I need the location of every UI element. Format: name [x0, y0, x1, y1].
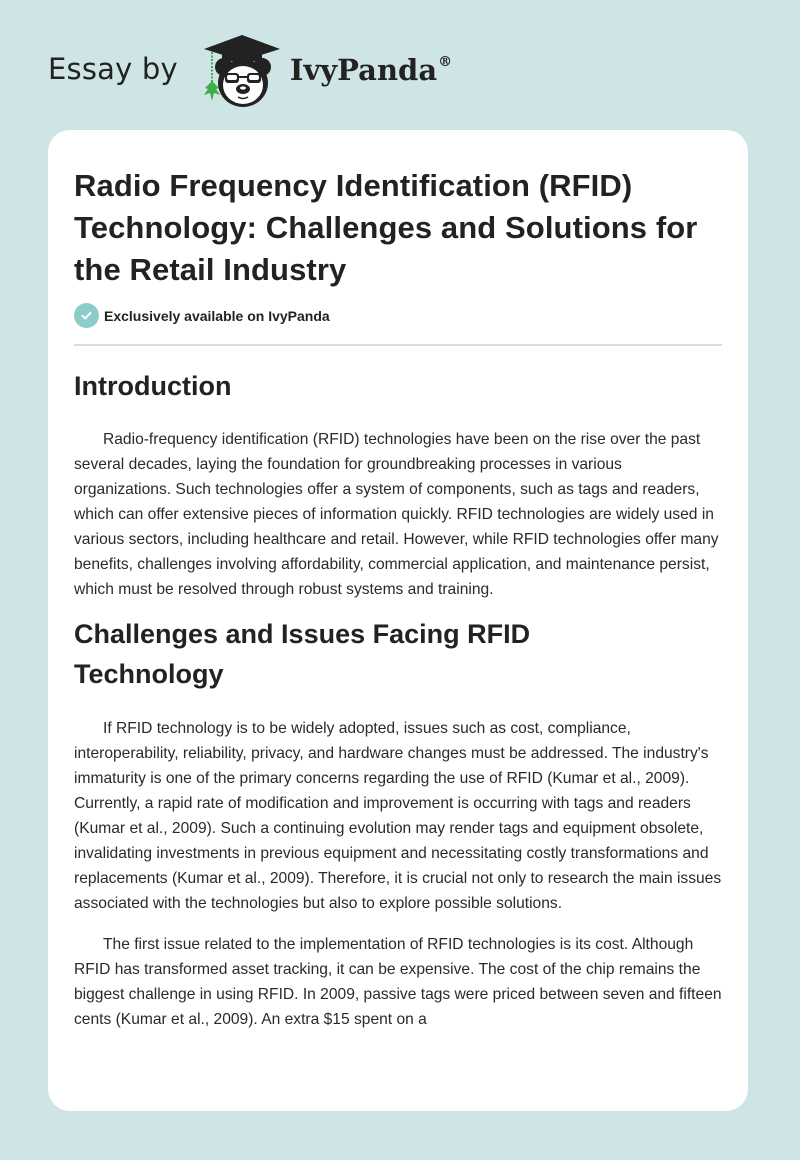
- brand-name[interactable]: [290, 53, 452, 87]
- exclusive-badge: [74, 303, 722, 328]
- title-divider: [74, 344, 722, 346]
- site-header: [48, 36, 452, 106]
- check-circle-icon: [74, 303, 99, 328]
- exclusive-badge-text: Exclusively available on IvyPanda: [104, 307, 330, 324]
- section-heading-introduction: Introduction: [74, 371, 232, 401]
- paragraph: Radio-frequency identification (RFID) technologies have been on the rise over the past several decades, laying the foundation for groundbreaking processes in various organizations. Such technologies offer a system of components, such as tags and readers, which can offer extensive pieces of information quickly. RFID technologies are widely used in various sectors, including healthcare and retail. However, while RFID technologies offer many benefits, challenges involving affordability, commercial application, and maintenance persist, which must be resolved through robust systems and training.: [74, 431, 719, 598]
- brand-prefix: Essay by: [48, 52, 178, 86]
- essay-card: [48, 130, 748, 1111]
- registered-mark: ®: [438, 54, 453, 70]
- essay-title: Radio Frequency Identification (RFID) Technology: Challenges and Solutions for the Retail Industry: [74, 168, 698, 287]
- paragraph: If RFID technology is to be widely adopted, issues such as cost, compliance, interoperability, reliability, privacy, and hardware changes must be addressed. The industry's immaturity is one of the primary concerns regarding the use of RFID (Kumar et al., 2009). Currently, a rapid rate of modification and improvement is occurring with tags and readers (Kumar et al., 2009). Such a continuing evolution may render tags and equipment obsolete, invalidating investments in previous equipment and necessitating costly transformations and replacements (Kumar et al., 2009). Therefore, it is crucial not only to research the main issues associated with the technologies but also to explore possible solutions.: [74, 720, 722, 912]
- section-heading-challenges: Challenges and Issues Facing RFID Technology: [74, 619, 531, 689]
- paragraph: The first issue related to the implementation of RFID technologies is its cost. Although RFID has transformed asset tracking, it can be expensive. The cost of the chip remains the biggest challenge in using RFID. In 2009, passive tags were priced between seven and fifteen cents (Kumar et al., 2009). An extra $15 spent on a: [74, 936, 722, 1028]
- panda-graduate-logo-icon[interactable]: [196, 33, 284, 111]
- brand-name-text: IvyPanda: [289, 53, 438, 87]
